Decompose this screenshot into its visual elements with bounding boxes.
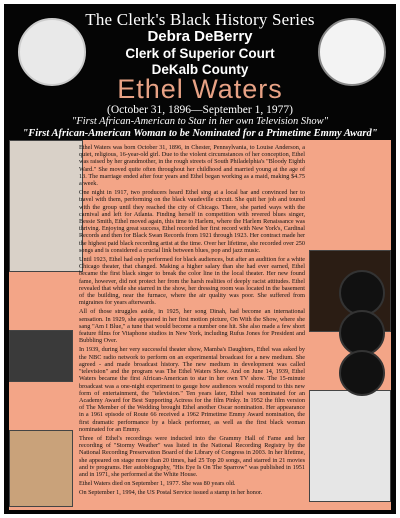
achievement-2: "First African-American Woman to be Nominated for a Primetime Emmy Award" [22,128,378,139]
book-cover-photo [9,430,73,507]
paragraph: Until 1923, Ethel had only performed for black audiences, but after an audition for a white Chicago theater, that changed. Making a higher salary than she had ever earned, Ethel became the first black singer to break the color line in the local theater. Her new found fame, however, did not protect her from the harsh realities of deeply racist attitudes. Ethel revealed that while she starred in the show, her dressing room was located in the basement of the building, near the furnace, where the air quality was poor. She suffered from migraines for years afterwards. [79,256,305,307]
paragraph: Three of Ethel's recordings were inducted into the Grammy Hall of Fame and her recording of "Stormy Weather" was listed in the National Recording Registry by the National Recording Preservation Board of the Library of Congress in 2003. In her lifetime, she appeared on stage more than 20 times, had 25 Top 20 songs, and starred in 21 movies and tv programs. Her autobiography, "His Eye Is On The Sparrow" was published in 1951 and in 1971, she performed at the White House. [79,434,305,478]
clerk-name: Debra DeBerry [147,28,253,45]
subject-name: Ethel Waters [117,74,283,104]
ethel-waters-later-photo [309,390,391,502]
paragraph: One night in 1917, two producers heard Ethel sing at a local bar and convinced her to travel with them, performing on the black vaudeville circuit. She quit her job and toured with the group until they reached the city of Chicago. There, she parted ways with the carnival and left for Atlanta. Finding herself in competition with revered blues singer, Bessie Smith, Ethel moved again, this time to Harlem, where the Harlem Renaissance was thriving. Enjoying great success, Ethel recorded her first record with New York's, Cardinal Records and then for Black Swan Records from 1921 through 1923. Her contract made her the highest paid black recording artist at the time. Over her lifetime, she recorded over 250 songs and is considered a crucial link between blues, pop and jazz music. [79,189,305,254]
series-title: The Clerk's Black History Series [85,10,315,29]
poster [4,4,396,514]
paragraph: Ethel Waters was born October 31, 1896, in Chester, Pennsylvania, to Louise Anderson, a quiet, religious, 16-year-old girl. Due to the violent circumstances of her conception, Ethel was raised by her grandmother, in the rough streets of South Philadelphia's "Bloody Eighth Ward." She moved quite often throughout her childhood and married young at the age of 13. The marriage ended after four years and Ethel began working as a maid, making $4.75 a week. [79,144,305,188]
radio-microphone-photo [9,330,73,382]
article-panel [9,140,391,510]
paragraph: All of those struggles aside, in 1925, her song Dinah, had become an international sensation. In 1929, she appeared in her first motion picture, On With the Show, where she sang "Am I Blue," a tune that would become a number one hit. She also made a few short feature films for Vitaphone studios in New York, including Rufus Jones for President and Bubbling Over. [79,308,305,345]
paragraph: In 1939, during her very successful theater show, Mamba's Daughters, Ethel was asked by the NBC radio network to perform on an experimental broadcast for a new medium. She agreed - and made broadcast history. The new medium in development was called "television" and the program was The Ethel Waters Show. And on June 14, 1939, Ethel Waters became the first African-American to star in her own TV show. The 15-minute broadcast was a one-night experiment to gauge how audiences would respond to this new form of entertainment, the "television." Ten years later, Ethel was nominated for an Academy Award for Best Supporting Actress for the film Pinky. In 1952 the film version of The Member of the Wedding brought Ethel another Oscar nomination. Her appearance in a 1961 episode of Route 66 received a 1962 Primetime Emmy Award nomination, the first dramatic performance by a black performer, as well as the first black woman nominated for an Emmy. [79,346,305,433]
article-body [79,144,305,506]
paragraph: Ethel Waters died on September 1, 1977. She was 80 years old. [79,480,236,488]
paragraph: On September 1, 1994, the US Postal Service issued a stamp in her honor. [79,489,263,497]
subject-dates: (October 31, 1896—September 1, 1977) [107,104,293,116]
record-icon [339,350,385,396]
county-name: DeKalb County [151,62,249,77]
ethel-waters-photo [9,140,83,272]
achievement-1: "First African-American to Star in her own Television Show" [71,116,329,127]
clerk-office: Clerk of Superior Court [125,46,275,61]
